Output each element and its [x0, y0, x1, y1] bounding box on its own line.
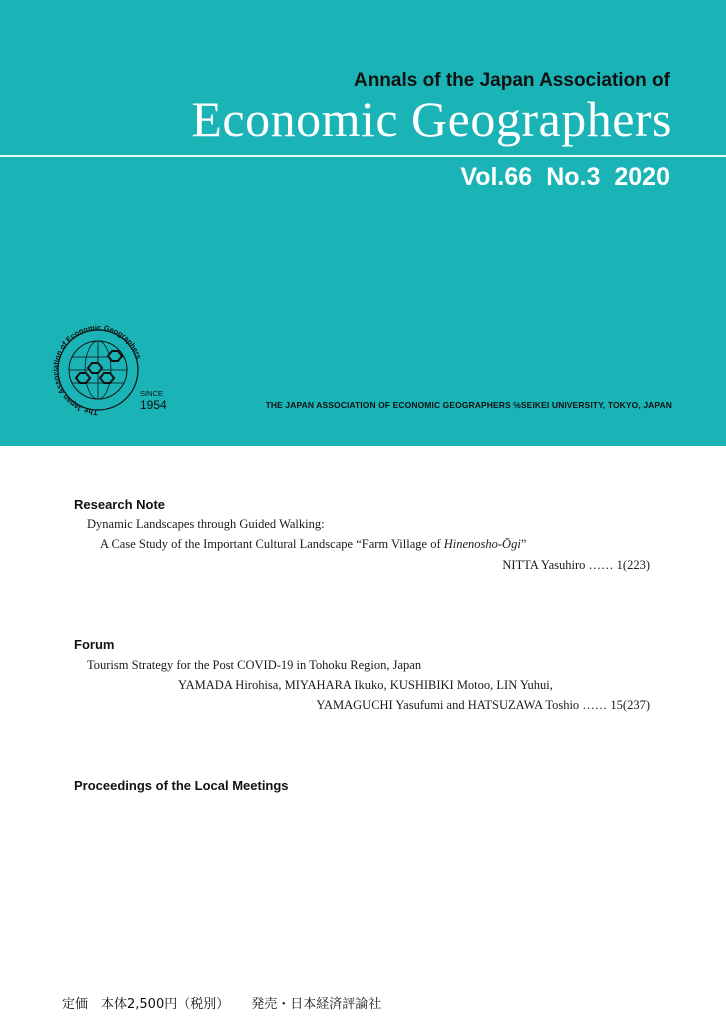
- research-note-author: NITTA Yasuhiro …… 1(223): [502, 558, 650, 572]
- price-footer: [62, 993, 381, 1012]
- issue-year: 2020: [614, 163, 670, 191]
- research-note-title-line2: [100, 537, 526, 552]
- journal-title: Economic Geographers: [191, 91, 672, 147]
- forum-authors-line2: YAMAGUCHI Yasufumi and HATSUZAWA Toshio …… 15(237): [316, 698, 650, 712]
- forum-heading: Forum: [74, 637, 115, 652]
- proceedings-heading: Proceedings of the Local Meetings: [74, 778, 289, 793]
- journal-subtitle: Annals of the Japan Association of: [353, 70, 670, 91]
- research-note-heading: Research Note: [74, 497, 166, 512]
- research-note-title-line1: Dynamic Landscapes through Guided Walking:: [87, 517, 325, 531]
- price-label: 定価 本体2,500円（税別）: [62, 997, 230, 1012]
- distributor-label: 発売・日本経済評論社: [251, 997, 382, 1012]
- volume-number: Vol.66: [460, 163, 533, 191]
- logo-since: SINCE: [140, 389, 163, 398]
- association-logo: [48, 322, 176, 422]
- publisher-line: THE JAPAN ASSOCIATION OF ECONOMIC GEOGRAPHERS ℅SEIKEI UNIVERSITY, TOKYO, JAPAN: [265, 400, 672, 410]
- issue-info: [460, 163, 670, 192]
- logo-ring-text: The Japan Association of Economic Geographers: [50, 322, 144, 418]
- research-note-title-italic: Hinenosho-Ōgi: [443, 537, 521, 551]
- logo-year: 1954: [140, 398, 167, 412]
- issue-number: No.3: [546, 163, 601, 191]
- cover-banner: [0, 0, 726, 446]
- research-note-title-suffix: ”: [520, 537, 527, 551]
- forum-authors-line1: YAMADA Hirohisa, MIYAHARA Ikuko, KUSHIBIKI Motoo, LIN Yuhui,: [178, 678, 553, 692]
- forum-title: Tourism Strategy for the Post COVID-19 in Tohoku Region, Japan: [87, 658, 422, 672]
- title-divider: [0, 155, 726, 157]
- hexagon-chain-icon: [76, 351, 122, 383]
- research-note-title-prefix: A Case Study of the Important Cultural Landscape “Farm Village of: [100, 537, 444, 551]
